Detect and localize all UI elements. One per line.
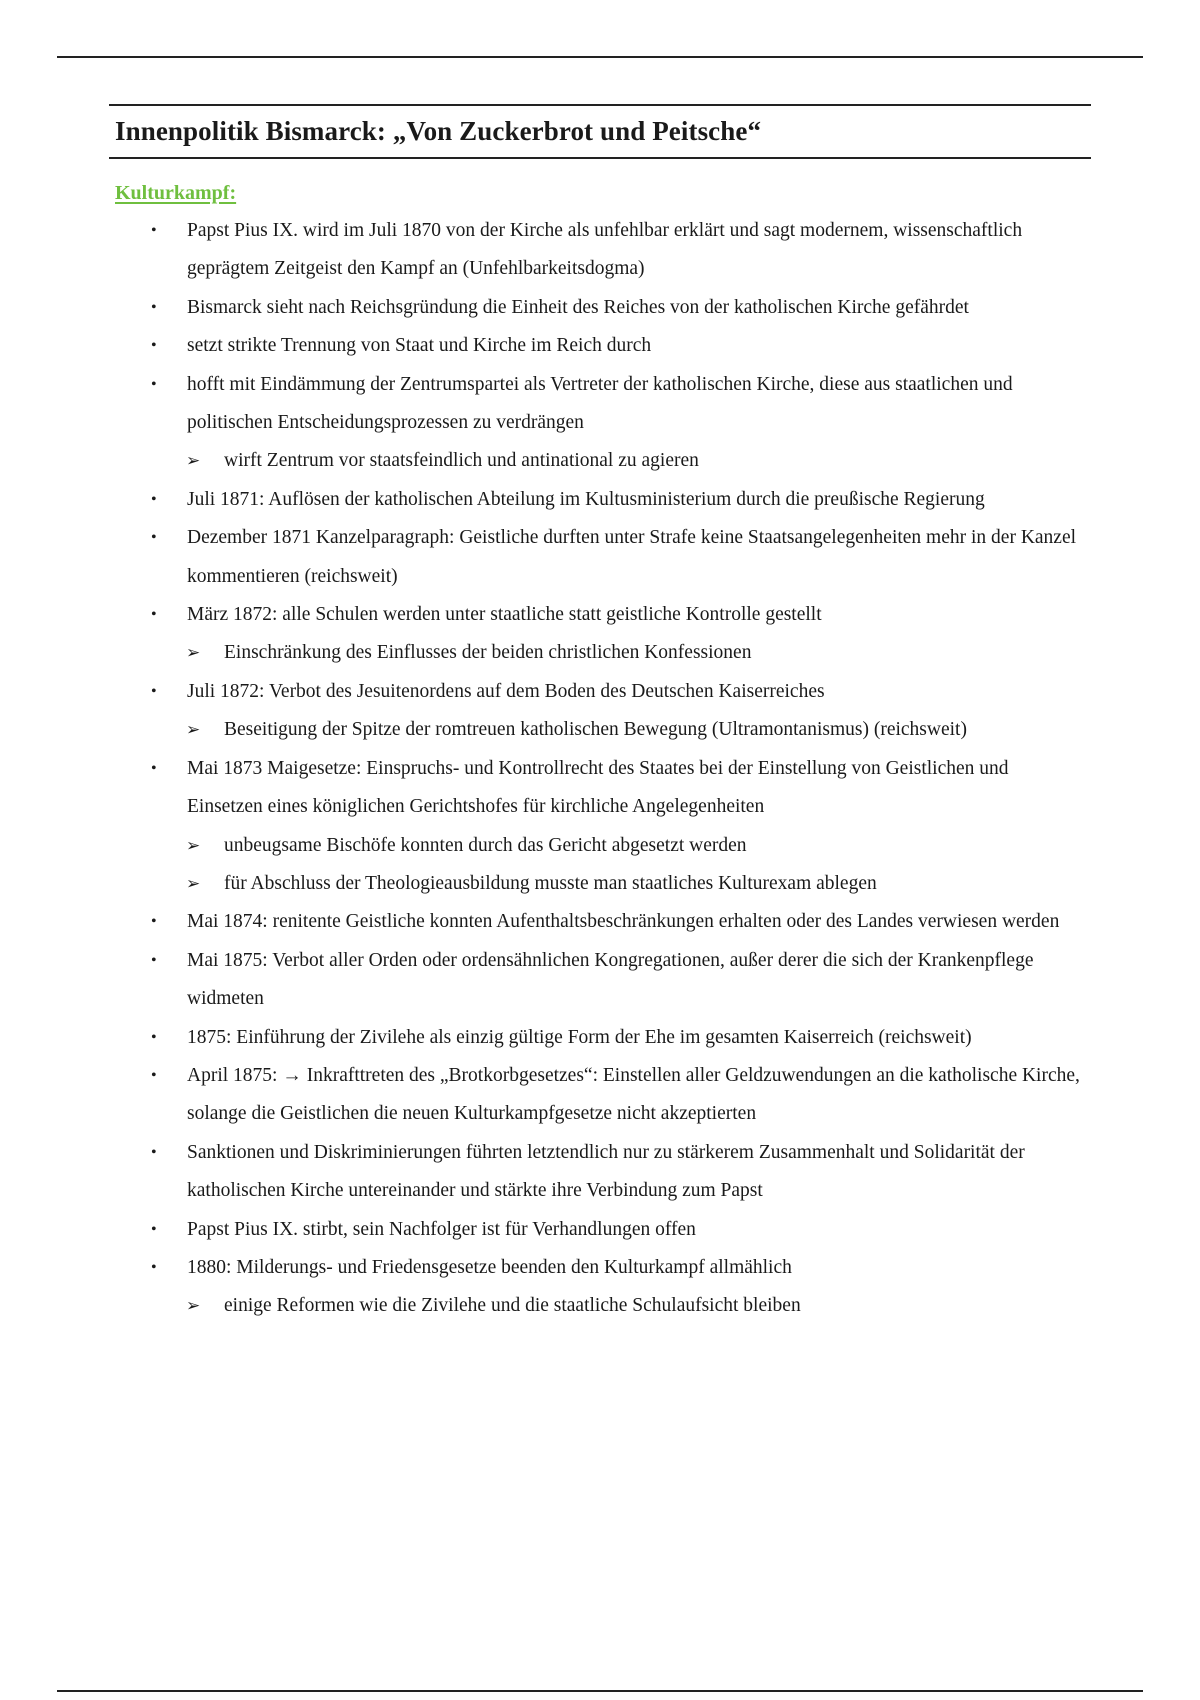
list-item-text: 1880: Milderungs- und Friedensgesetze beenden den Kulturkampf allmählich — [187, 1256, 792, 1278]
bullet-list — [0, 212, 1200, 1326]
list-item-text: Bismarck sieht nach Reichsgründung die Einheit des Reiches von der katholischen Kirche gefährdet — [187, 296, 969, 318]
list-item — [0, 1057, 1087, 1134]
list-item-text: Papst Pius IX. wird im Juli 1870 von der Kirche als unfehlbar erklärt und sagt modernem, wissenschaftlich geprägtem Zeitgeist den Kampf an (Unfehlbarkeitsdogma) — [187, 220, 1023, 280]
arrow-bullet-icon: ➢ — [186, 643, 201, 664]
list-item — [0, 481, 1087, 519]
bullet-icon: • — [151, 1143, 157, 1161]
section-heading-kulturkampf: Kulturkampf: — [115, 182, 237, 204]
bullet-icon: • — [151, 1220, 157, 1238]
list-item — [0, 596, 1087, 634]
list-item — [0, 1249, 1087, 1287]
list-item — [0, 519, 1087, 596]
bullet-icon: • — [151, 1066, 157, 1084]
list-item — [0, 289, 1087, 327]
list-item — [0, 327, 1087, 365]
page-title: Innenpolitik Bismarck: „Von Zuckerbrot und Peitsche“ — [115, 116, 762, 146]
list-item — [0, 366, 1087, 443]
list-item-text: für Abschluss der Theologieausbildung musste man staatliches Kulturexam ablegen — [224, 872, 877, 894]
bullet-icon: • — [151, 759, 157, 777]
list-item-text: März 1872: alle Schulen werden unter staatliche statt geistliche Kontrolle gestellt — [187, 604, 822, 626]
sub-list-item — [0, 711, 1104, 749]
list-item-text: Mai 1873 Maigesetze: Einspruchs- und Kontrollrecht des Staates bei der Einstellung von Geistlichen und Einsetzen eines königlichen Gerichtshofes für kirchliche Angelegenheiten — [187, 757, 1009, 818]
list-item — [0, 673, 1087, 711]
list-item-text: Dezember 1871 Kanzelparagraph: Geistliche durften unter Strafe keine Staatsangelegenheiten mehr in der Kanzel kommentieren (reichsweit) — [187, 527, 1077, 587]
arrow-bullet-icon: ➢ — [186, 835, 201, 856]
bullet-icon: • — [151, 1258, 157, 1276]
sub-list-item — [0, 865, 1104, 903]
list-item — [0, 1211, 1087, 1249]
list-item — [0, 1134, 1087, 1211]
arrow-bullet-icon: ➢ — [186, 1296, 201, 1317]
list-item-text: Einschränkung des Einflusses der beiden christlichen Konfessionen — [224, 642, 752, 664]
list-item — [0, 212, 1087, 289]
bullet-icon: • — [151, 913, 157, 931]
list-item-text: Juli 1871: Auflösen der katholischen Abteilung im Kultusministerium durch die preußische Regierung — [187, 488, 985, 510]
arrow-bullet-icon: ➢ — [186, 720, 201, 741]
bullet-icon: • — [151, 529, 157, 547]
arrow-bullet-icon: ➢ — [186, 873, 201, 894]
page-bottom-rule — [57, 1690, 1143, 1692]
list-item — [0, 903, 1087, 941]
sub-list-item — [0, 442, 1104, 480]
bullet-icon: • — [151, 337, 157, 355]
bullet-icon: • — [151, 606, 157, 624]
bullet-icon: • — [151, 222, 157, 239]
list-item-text: April 1875: → Inkrafttreten des „Brotkorbgesetzes“: Einstellen aller Geldzuwendungen an die katholische Kirche, solange die Geistlichen die neuen Kulturkampfgesetze nicht akzeptierten — [187, 1064, 1080, 1125]
bullet-icon: • — [151, 682, 157, 700]
list-item — [0, 942, 1087, 1019]
list-item-text: Papst Pius IX. stirbt, sein Nachfolger ist für Verhandlungen offen — [187, 1218, 696, 1240]
sub-list-item — [0, 634, 1104, 672]
list-item-text: hofft mit Eindämmung der Zentrumspartei als Vertreter der katholischen Kirche, diese aus staatlichen und politischen Entscheidungsprozessen zu verdrängen — [187, 373, 1013, 434]
list-item-text: Mai 1875: Verbot aller Orden oder ordensähnlichen Kongregationen, außer derer die sich der Krankenpflege widmeten — [187, 949, 1034, 1010]
list-item-text: 1875: Einführung der Zivilehe als einzig gültige Form der Ehe im gesamten Kaiserreich (reichsweit) — [187, 1026, 972, 1048]
list-item-text: Mai 1874: renitente Geistliche konnten Aufenthaltsbeschränkungen erhalten oder des Landes verwiesen werden — [187, 911, 1060, 933]
bullet-icon: • — [151, 1028, 157, 1046]
page-top-rule — [57, 56, 1143, 58]
bullet-icon: • — [151, 951, 157, 969]
sub-list-item — [0, 1287, 1104, 1325]
bullet-icon: • — [151, 490, 157, 508]
list-item-text: einige Reformen wie die Zivilehe und die staatliche Schulaufsicht bleiben — [224, 1295, 801, 1317]
arrow-bullet-icon: ➢ — [186, 451, 201, 472]
list-item-text: setzt strikte Trennung von Staat und Kirche im Reich durch — [187, 335, 652, 357]
list-item — [0, 1019, 1087, 1057]
list-item-text: unbeugsame Bischöfe konnten durch das Gericht abgesetzt werden — [224, 834, 747, 856]
list-item-text: Sanktionen und Diskriminierungen führten letztendlich nur zu stärkerem Zusammenhalt und Solidarität der katholischen Kirche untereinander und stärkte ihre Verbindung zum Papst — [187, 1141, 1025, 1202]
list-item-text: wirft Zentrum vor staatsfeindlich und antinational zu agieren — [224, 450, 699, 472]
sub-list-item — [0, 827, 1104, 865]
list-item-text: Juli 1872: Verbot des Jesuitenordens auf dem Boden des Deutschen Kaiserreiches — [187, 680, 825, 702]
bullet-icon: • — [151, 298, 157, 316]
title-box — [109, 104, 1091, 159]
list-item — [0, 750, 1087, 827]
bullet-icon: • — [151, 375, 157, 393]
list-item-text: Beseitigung der Spitze der romtreuen katholischen Bewegung (Ultramontanismus) (reichsweit) — [224, 719, 967, 741]
